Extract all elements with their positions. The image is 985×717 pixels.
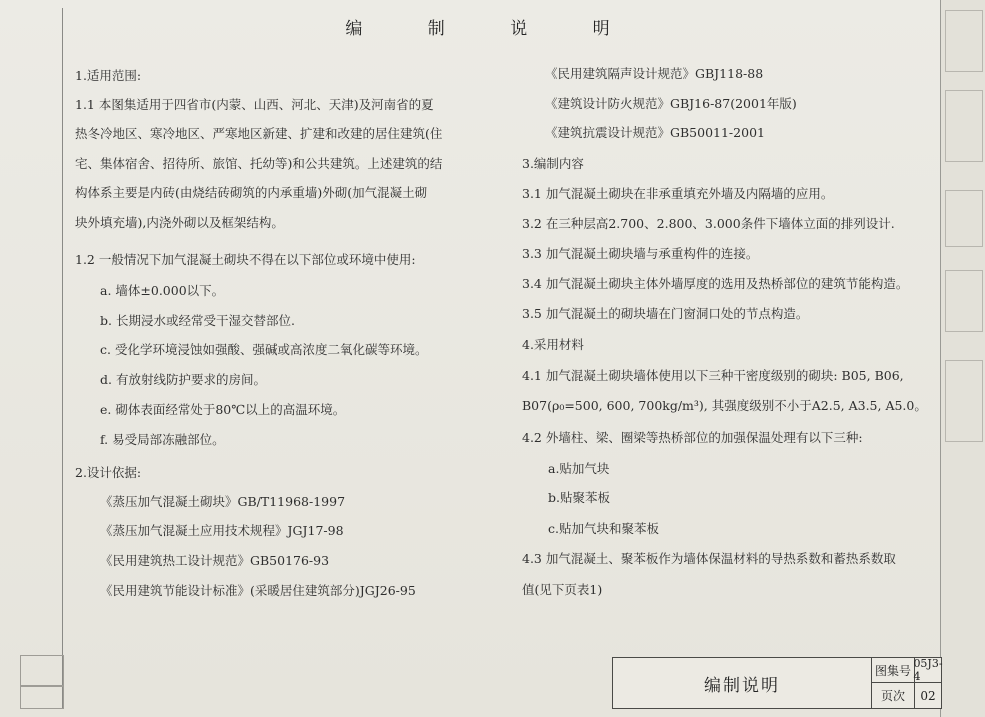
text-line: 宅、集体宿舍、招待所、旅馆、托幼等)和公共建筑。上述建筑的结 [75,156,443,171]
text-line: 《建筑设计防火规范》GBJ16-87(2001年版) [545,96,797,111]
text-line: 值(见下页表1) [522,582,603,597]
text-line: 《民用建筑热工设计规范》GB50176-93 [100,553,330,568]
text-line: f. 易受局部冻融部位。 [100,432,225,447]
text-line: 《民用建筑节能设计标准》(采暖居住建筑部分)JGJ26-95 [100,583,416,598]
text-line: 4.3 加气混凝土、聚苯板作为墙体保温材料的导热系数和蓄热系数取 [522,551,896,566]
text-line: 3.编制内容 [522,156,584,171]
left-margin-box [20,655,64,687]
text-line: a.贴加气块 [548,461,610,476]
text-line: e. 砌体表面经常处于80℃以上的高温环境。 [100,402,346,417]
text-line: 4.2 外墙柱、梁、圈梁等热桥部位的加强保温处理有以下三种: [522,430,863,445]
atlas-number-label: 图集号 [872,658,915,683]
page-title: 编 制 说 明 [345,19,640,39]
text-line: 《建筑抗震设计规范》GB50011-2001 [545,125,765,140]
text-line: 1.2 一般情况下加气混凝土砌块不得在以下部位或环境中使用: [75,252,416,267]
right-margin-strip [940,0,985,717]
text-line: 1.1 本图集适用于四省市(内蒙、山西、河北、天津)及河南省的夏 [75,97,434,112]
atlas-number-value: 05J3-4 [913,657,943,683]
text-line: 《蒸压加气混凝土砌块》GB/T11968-1997 [100,494,346,509]
text-line: 《民用建筑隔声设计规范》GBJ118-88 [545,66,764,81]
text-line: b.贴聚苯板 [548,490,610,505]
text-line: 1.适用范围: [75,68,142,83]
text-line: 3.5 加气混凝土的砌块墙在门窗洞口处的节点构造。 [522,306,809,321]
text-line: 构体系主要是内砖(由烧结砖砌筑的内承重墙)外砌(加气混凝土砌 [75,185,428,200]
text-line: 块外填充墙),内浇外砌以及框架结构。 [75,215,284,230]
text-line: c. 受化学环境浸蚀如强酸、强碱或高浓度二氧化碳等环境。 [100,342,428,357]
text-line: B07(ρ₀=500, 600, 700kg/m³), 其强度级别不小于A2.5, A3.5, A5.0。 [522,398,927,413]
text-line: 3.2 在三种层高2.700、2.800、3.000条件下墙体立面的排列设计. [522,216,895,231]
title-block [612,657,942,709]
text-line: c.贴加气块和聚苯板 [548,521,659,536]
page-frame [62,8,942,708]
text-line: 热冬冷地区、寒冷地区、严寒地区新建、扩建和改建的居住建筑(住 [75,126,443,141]
text-line: 3.3 加气混凝土砌块墙与承重构件的连接。 [522,246,759,261]
text-line: 《蒸压加气混凝土应用技术规程》JGJ17-98 [100,523,344,538]
text-line: 4.1 加气混凝土砌块墙体使用以下三种干密度级别的砌块: B05, B06, [522,368,904,383]
left-margin-box [20,685,64,709]
text-line: 4.采用材料 [522,337,584,352]
text-line: d. 有放射线防护要求的房间。 [100,372,266,387]
text-line: b. 长期浸水或经常受干湿交替部位. [100,313,295,328]
text-line: 3.1 加气混凝土砌块在非承重填充外墙及内隔墙的应用。 [522,186,834,201]
text-line: a. 墙体±0.000以下。 [100,283,225,298]
page-number-value: 02 [920,688,936,703]
text-line: 2.设计依据: [75,465,142,480]
text-line: 3.4 加气混凝土砌块主体外墙厚度的选用及热桥部位的建筑节能构造。 [522,276,909,291]
page-number-label: 页次 [872,683,915,708]
title-block-name: 编制说明 [613,658,872,708]
